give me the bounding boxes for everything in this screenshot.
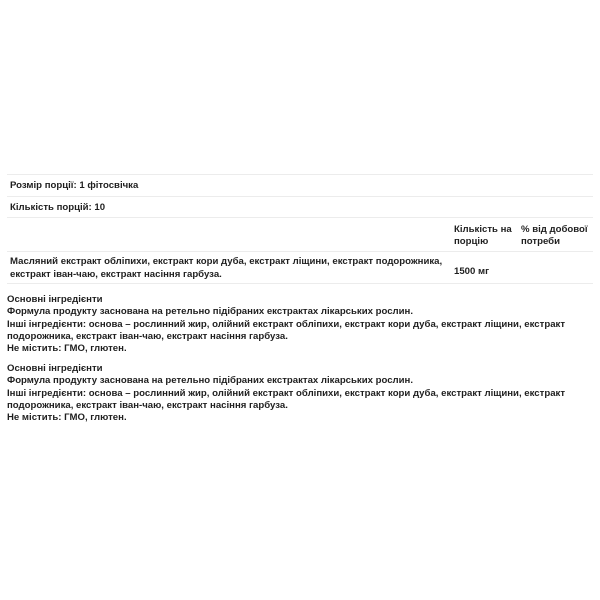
- notes-title: Основні інгредієнти: [7, 363, 103, 374]
- table-header-row: [7, 217, 593, 251]
- header-daily-value: % від добової потреби: [521, 224, 588, 247]
- notes-free-of: Не містить: ГМО, глютен.: [7, 412, 127, 424]
- notes-other-ingredients: Інші інгредієнти: основа – рослинний жир, олійний екстракт обліпихи, екстракт кори дуба, екстракт ліщини, екстракт подорожника, екстракт іван-чаю, екстракт насіння гарбуза.: [7, 387, 566, 411]
- notes-free-of: Не містить: ГМО, глютен.: [7, 343, 127, 355]
- servings-per-container: Кількість порцій: 10: [10, 201, 106, 213]
- ingredients-notes-block: [7, 294, 593, 355]
- serving-size: Розмір порції: 1 фітосвічка: [10, 180, 139, 191]
- ingredients-notes-block: [7, 363, 593, 424]
- header-amount-per-serving: Кількість на порцію: [454, 224, 512, 247]
- ingredient-amount: 1500 мг: [454, 265, 490, 277]
- servings-per-container-row: [7, 196, 593, 217]
- supplement-facts-table: [7, 174, 593, 284]
- table-row: [7, 251, 593, 284]
- notes-other-ingredients: Інші інгредієнти: основа – рослинний жир, олійний екстракт обліпихи, екстракт кори дуба, екстракт ліщини, екстракт подорожника, екстракт іван-чаю, екстракт насіння гарбуза.: [7, 318, 566, 342]
- serving-size-row: [7, 174, 593, 196]
- notes-formula: Формула продукту заснована на ретельно підібраних екстрактах лікарських рослин.: [7, 375, 413, 387]
- notes-title: Основні інгредієнти: [7, 294, 103, 305]
- ingredient-name: Масляний екстракт обліпихи, екстракт кори дуба, екстракт ліщини, екстракт подорожника, екстракт іван-чаю, екстракт насіння гарбуза.: [10, 255, 443, 280]
- notes-formula: Формула продукту заснована на ретельно підібраних екстрактах лікарських рослин.: [7, 306, 413, 318]
